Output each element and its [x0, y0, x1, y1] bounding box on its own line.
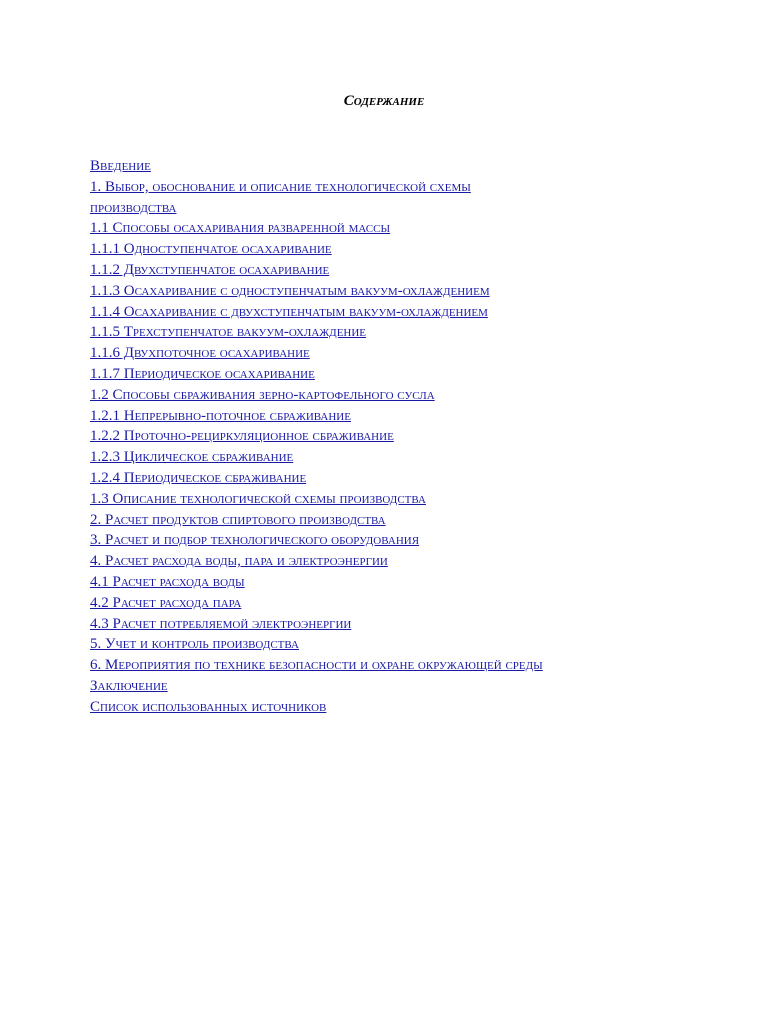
toc-link[interactable]: 1.1.5 Трехступенчатое вакуум-охлаждение: [90, 324, 367, 341]
toc-link[interactable]: 1.1.2 Двухступенчатое осахаривание: [90, 261, 330, 278]
toc-link[interactable]: 1.1.1 Одноступенчатое осахаривание: [90, 241, 332, 258]
toc-item: [90, 676, 730, 697]
toc-link[interactable]: 1.1.4 Осахаривание с двухступенчатым вакуум-охлаждением: [90, 303, 488, 320]
toc-link[interactable]: 4. Расчет расхода воды, пара и электроэнергии: [90, 553, 388, 570]
toc-item: [90, 551, 730, 572]
toc-item: [90, 239, 730, 260]
toc-item: [90, 156, 730, 177]
toc-item: [90, 343, 730, 364]
toc-item: [90, 322, 730, 343]
toc-link[interactable]: 6. Мероприятия по технике безопасности и охране окружающей среды: [90, 657, 543, 674]
toc-link[interactable]: 1.1.7 Периодическое осахаривание: [90, 365, 315, 382]
toc-item: [90, 447, 730, 468]
toc-link[interactable]: производства: [90, 199, 177, 216]
toc-item: [90, 385, 730, 406]
toc-link[interactable]: 4.1 Расчет расхода воды: [90, 573, 245, 590]
toc-link[interactable]: 4.3 Расчет потребляемой электроэнергии: [90, 615, 352, 632]
toc-item: [90, 218, 730, 239]
toc-link[interactable]: 2. Расчет продуктов спиртового производства: [90, 511, 386, 528]
toc-link[interactable]: Введение: [90, 158, 151, 174]
toc-item: [90, 426, 730, 447]
toc-item: [90, 614, 730, 635]
toc-item: [90, 177, 730, 198]
toc-item: [90, 489, 730, 510]
toc-link[interactable]: Список использованных источников: [90, 698, 327, 715]
toc-link[interactable]: 1.3 Описание технологической схемы производства: [90, 490, 426, 507]
toc-item: [90, 281, 730, 302]
toc-link[interactable]: 3. Расчет и подбор технологического оборудования: [90, 532, 420, 549]
page-title: Содержание: [343, 93, 425, 109]
toc-item: [90, 655, 730, 676]
toc-item: [90, 530, 730, 551]
toc-link[interactable]: 1.1.3 Осахаривание с одноступенчатым вакуум-охлаждением: [90, 282, 490, 299]
toc-item: [90, 510, 730, 531]
toc-item: [90, 198, 730, 219]
toc-item: [90, 468, 730, 489]
toc-link[interactable]: 4.2 Расчет расхода пара: [90, 594, 242, 611]
toc-item: [90, 364, 730, 385]
toc-link[interactable]: 1.2.4 Периодическое сбраживание: [90, 469, 307, 486]
toc-item: [90, 260, 730, 281]
toc-link[interactable]: Заключение: [90, 677, 168, 694]
toc-link[interactable]: 1.1 Способы осахаривания разваренной массы: [90, 220, 391, 237]
toc-item: [90, 634, 730, 655]
toc-link[interactable]: 1.2 Способы сбраживания зерно-картофельного сусла: [90, 386, 435, 403]
toc-link[interactable]: 1.2.3 Циклическое сбраживание: [90, 449, 294, 466]
toc-item: [90, 697, 730, 718]
table-of-contents: [90, 156, 730, 718]
toc-link[interactable]: 5. Учет и контроль производства: [90, 636, 299, 653]
toc-item: [90, 406, 730, 427]
toc-link[interactable]: 1.2.1 Непрерывно-поточное сбраживание: [90, 407, 351, 424]
toc-link[interactable]: 1. Выбор, обоснование и описание технологической схемы: [90, 178, 471, 195]
toc-item: [90, 302, 730, 323]
toc-item: [90, 572, 730, 593]
toc-item: [90, 593, 730, 614]
toc-link[interactable]: 1.1.6 Двухпоточное осахаривание: [90, 345, 310, 362]
toc-link[interactable]: 1.2.2 Проточно-рециркуляционное сбраживание: [90, 428, 394, 445]
